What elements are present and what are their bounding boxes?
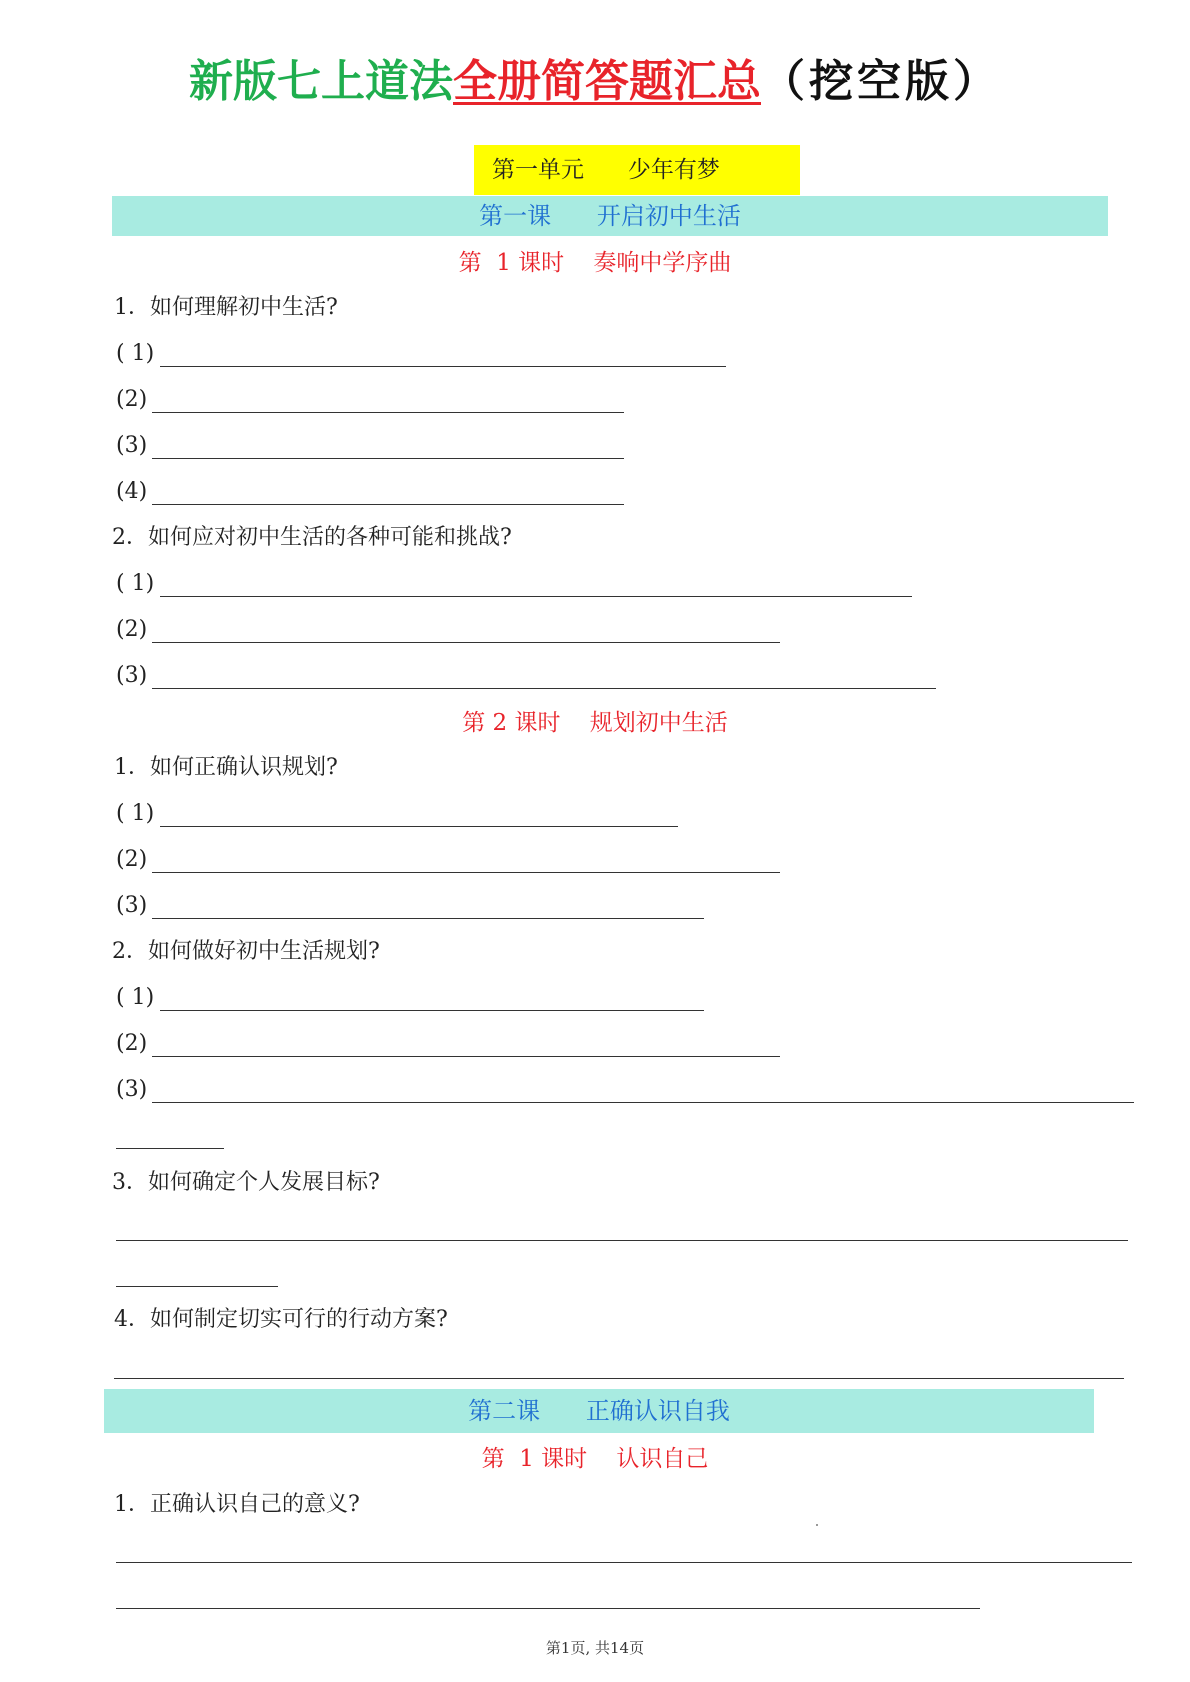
answer-blank	[160, 1010, 704, 1011]
unit-heading: 第一单元 少年有梦	[474, 145, 800, 195]
lesson1-period1-heading: 第 1 课时 奏响中学序曲	[458, 250, 732, 276]
answer-label: (2)	[116, 847, 148, 872]
answer-label: (3)	[116, 893, 148, 918]
answer-blank	[116, 1562, 1132, 1563]
answer-blank-continued	[116, 1148, 224, 1149]
answer-label: (3)	[116, 1077, 148, 1102]
answer-label: ( 1)	[116, 571, 155, 596]
lesson1-period2-heading: 第 2 课时 规划初中生活	[462, 710, 728, 736]
title-black-part: （挖空版）	[761, 56, 1001, 107]
answer-blank	[152, 688, 936, 689]
question-l1p2-q2: 2．如何做好初中生活规划?	[112, 939, 380, 964]
answer-blank	[152, 642, 780, 643]
answer-blank	[152, 412, 624, 413]
answer-blank	[152, 1102, 1134, 1103]
answer-blank	[160, 826, 678, 827]
page-number: 第1页, 共14页	[545, 1639, 645, 1657]
question-l1p1-q2: 2．如何应对初中生活的各种可能和挑战?	[112, 525, 512, 550]
answer-label: (2)	[116, 1031, 148, 1056]
answer-blank	[152, 918, 704, 919]
answer-blank	[160, 596, 912, 597]
answer-blank	[152, 872, 780, 873]
answer-label: (2)	[116, 617, 148, 642]
answer-blank	[152, 504, 624, 505]
answer-label: ( 1)	[116, 341, 155, 366]
question-l1p2-q1: 1．如何正确认识规划?	[114, 755, 338, 780]
answer-label: ( 1)	[116, 801, 155, 826]
question-l1p2-q3: 3．如何确定个人发展目标?	[112, 1170, 380, 1195]
answer-blank	[160, 366, 726, 367]
question-l2p1-q1: 1．正确认识自己的意义?	[114, 1492, 360, 1517]
answer-blank	[152, 1056, 780, 1057]
question-l1p2-q4: 4．如何制定切实可行的行动方案?	[114, 1307, 448, 1332]
answer-blank	[116, 1240, 1128, 1241]
answer-blank	[114, 1378, 1124, 1379]
title-green-part: 新版七上道法	[189, 56, 453, 107]
question-l1p1-q1: 1．如何理解初中生活?	[114, 295, 338, 320]
lesson1-heading: 第一课 开启初中生活	[112, 196, 1108, 236]
answer-label: (3)	[116, 663, 148, 688]
answer-blank	[116, 1608, 980, 1609]
answer-label: (3)	[116, 433, 148, 458]
title-red-part: 全册简答题汇总	[453, 56, 761, 107]
answer-blank-continued	[116, 1286, 278, 1287]
lesson2-heading: 第二课 正确认识自我	[104, 1389, 1094, 1433]
answer-label: (4)	[116, 479, 148, 504]
answer-label: (2)	[116, 387, 148, 412]
answer-blank	[152, 458, 624, 459]
lesson2-period1-heading: 第 1 课时 认识自己	[481, 1446, 709, 1472]
speck	[816, 1524, 818, 1526]
document-title	[0, 52, 1190, 112]
answer-label: ( 1)	[116, 985, 155, 1010]
